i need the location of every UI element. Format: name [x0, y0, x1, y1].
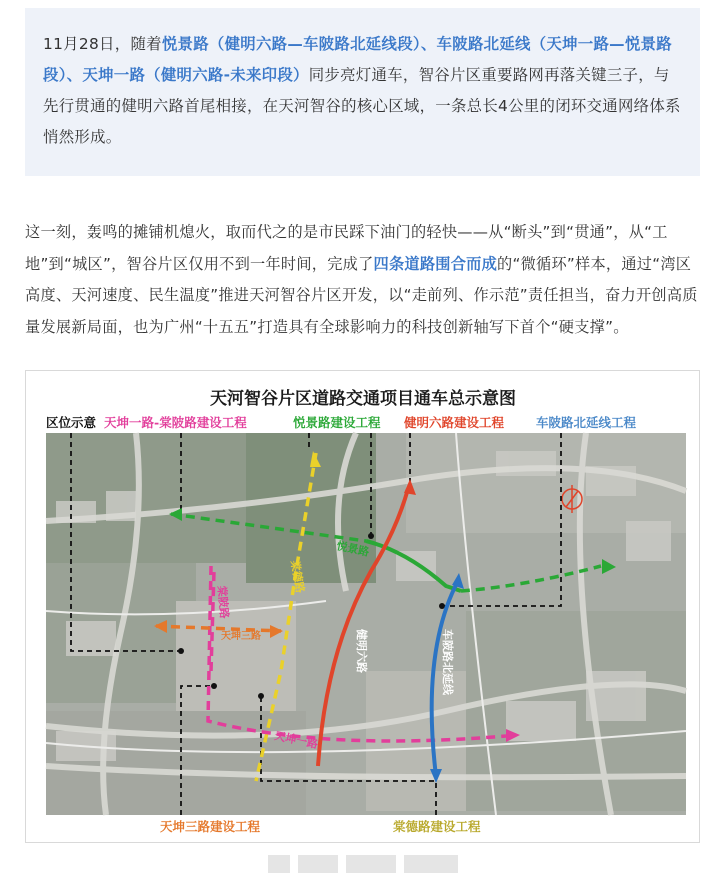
legend-jianming6: 健明六路建设工程	[404, 415, 505, 430]
legend-tangde: 棠德路建设工程	[393, 819, 481, 834]
body-text-lead: 这一刻，轰鸣的摊铺机熄火，取而代之的是市民踩下油门的轻快——从“断头”到“贯通”，从“工地”到“城区”，智谷片区仅用不到一年时间，完成了	[25, 223, 668, 273]
intro-text-body: 同步亮灯通车，智谷片区重要路网再落关键三子，与先行贯通的健明六路首尾相接，在天河智谷的核心区域，一条总长4公里的闭环交通网络体系悄然形成。	[43, 66, 681, 146]
legend-yuejing: 悦景路建设工程	[293, 415, 381, 430]
road-map-figure	[25, 370, 700, 843]
intro-highlight-roads: 悦景路（健明六路—车陂路北延线段）、车陂路北延线（天坤一路—悦景路段）、天坤一路（健明六路-未来印段）	[43, 35, 672, 84]
road-map-svg	[26, 371, 700, 843]
legend-chebei-north: 车陂路北延线工程	[536, 415, 637, 430]
legend-location: 区位示意	[46, 415, 97, 430]
label-jianming6: 健明六路	[355, 629, 368, 673]
legend-tiankun1-tangling: 天坤一路-棠陂路建设工程	[104, 415, 247, 430]
label-tangde: 棠德路	[288, 559, 307, 595]
body-text-rest: 的“微循环”样本，通过“湾区高度、天河速度、民生温度”推进天河智谷片区开发，以“走前列、作示范”责任担当，奋力开创高质量发展新局面，也为广州“十五五”打造具有全球影响力的科技创新轴写下首个“硬支撑”。	[25, 254, 698, 336]
label-yuejing: 悦景路	[335, 539, 371, 559]
label-chebei: 车陂路北延线	[441, 629, 454, 695]
label-tiankun3: 天坤三路	[221, 631, 261, 642]
label-tiankun1: 天坤一路	[273, 729, 320, 752]
body-paragraph	[25, 217, 705, 343]
legend-tiankun3: 天坤三路建设工程	[160, 819, 261, 834]
intro-callout	[25, 8, 700, 176]
map-title: 天河智谷片区道路交通项目通车总示意图	[210, 389, 516, 409]
intro-text-lead: 11月28日，随着	[43, 35, 162, 53]
label-tangling: 棠陂路	[215, 585, 231, 620]
intro-text	[43, 29, 682, 153]
watermark	[268, 855, 458, 873]
body-highlight: 四条道路围合而成	[373, 254, 498, 273]
